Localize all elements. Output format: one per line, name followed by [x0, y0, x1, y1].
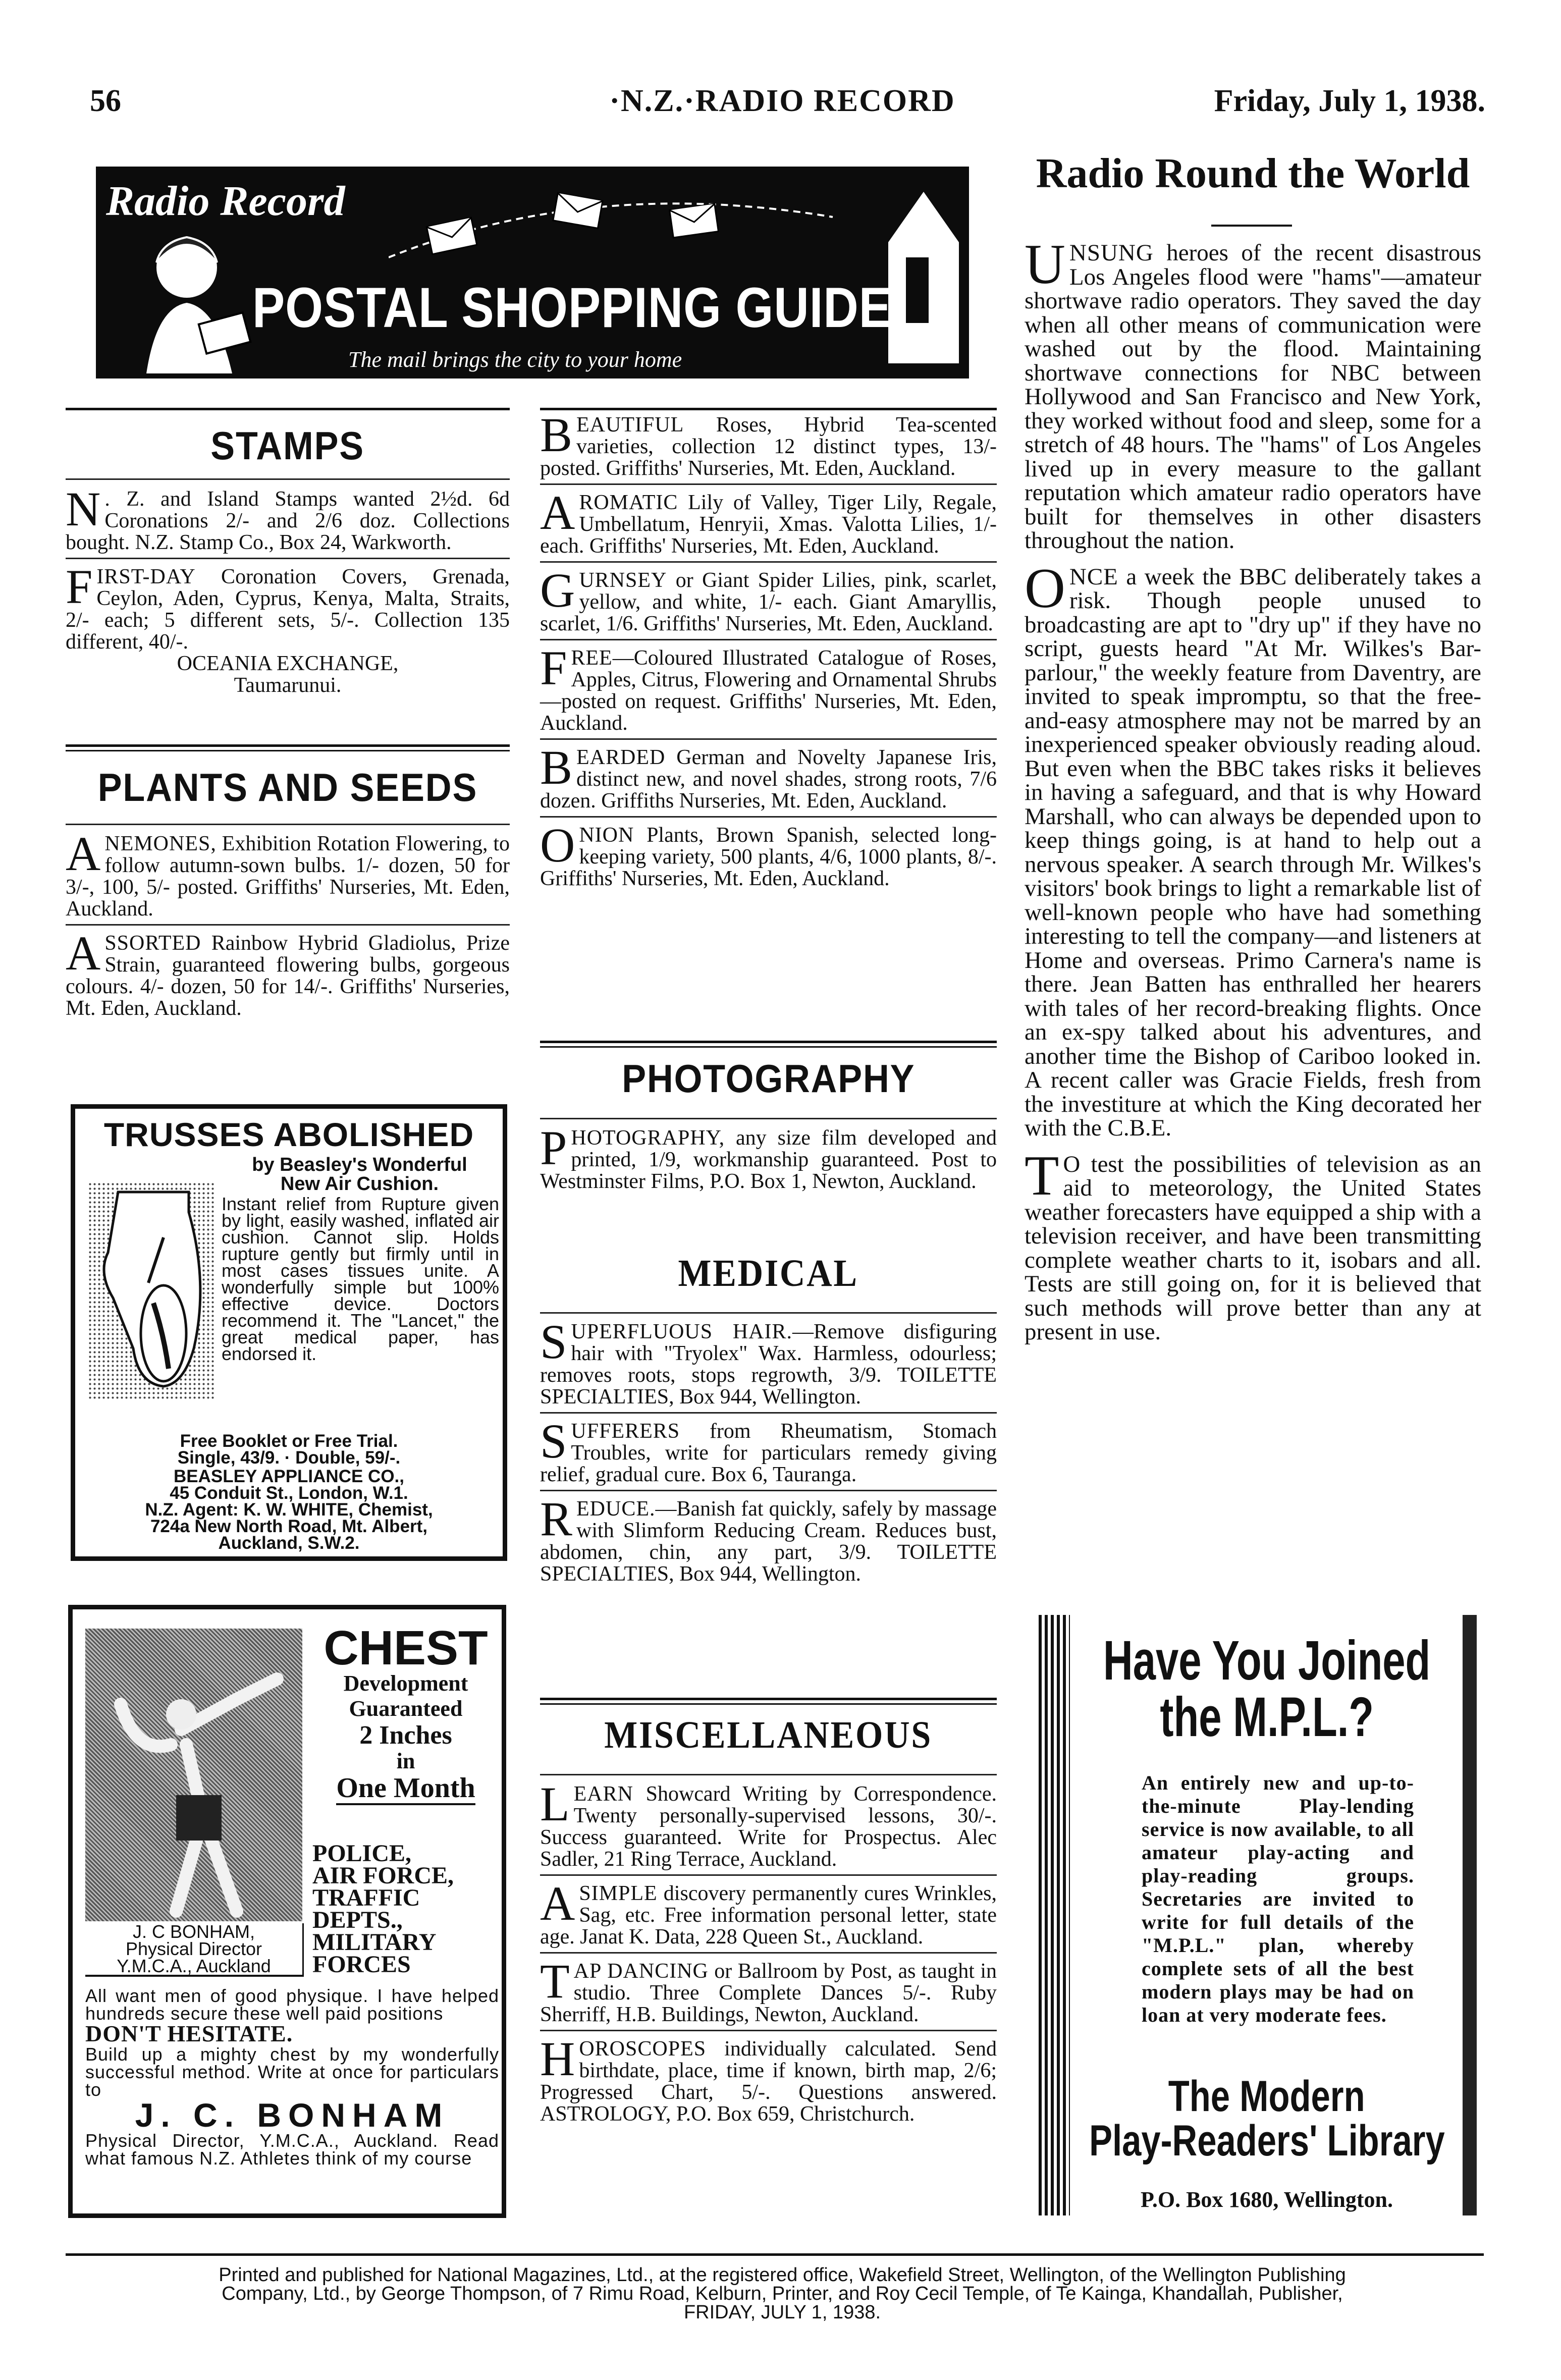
- drop-cap: T: [1025, 1144, 1059, 1207]
- drop-cap: U: [1025, 233, 1065, 296]
- medical-heading-text: MEDICAL: [678, 1252, 859, 1294]
- photography-heading-text: PHOTOGRAPHY: [621, 1056, 916, 1101]
- lead-word: NSUNG: [1069, 240, 1154, 266]
- classified-ad: [66, 926, 510, 1023]
- ad-text: Coronation Covers, Grenada, Ceylon, Aden, Cyprus, Kenya, Malta, Straits, 2/- each; 5 different sets, 5/-. Collection 135 different, 40/-.: [66, 565, 510, 654]
- photo-caption: Y.M.C.A., Auckland: [117, 1956, 271, 1976]
- service-item: POLICE,: [312, 1840, 412, 1867]
- classified-ad: [66, 827, 510, 926]
- classified-ad: [540, 563, 997, 640]
- ad-text: Showcard Writing by Correspondence. Twenty personally-supervised lessons, 30/-. Success guaranteed. Write for Prospectus. Alec Sadler, 21 Ring Terrace, Auckland.: [540, 1782, 997, 1871]
- trusses-subtitle: by Beasley's Wonderful: [252, 1154, 467, 1175]
- trusses-body: Instant relief from Rupture given by light, easily washed, inflated air cushion. Cannot slip. Holds rupture gently but firmly until in most cases tissues unite. A wonderfully simple but 100% effective device. Doctors recommend it. The "Lancet," the great medical paper, has endorsed it.: [222, 1194, 499, 1364]
- ad-lead-word: HOTOGRAPHY,: [571, 1126, 725, 1150]
- lead-word: NCE: [1069, 563, 1118, 590]
- chest-call-to-action: DON'T HESITATE.: [85, 2021, 293, 2046]
- ad-lead-word: NION: [579, 824, 634, 847]
- trusses-address: 724a New North Road, Mt. Albert,: [150, 1517, 428, 1536]
- chest-headline: in: [396, 1749, 415, 1773]
- ad-text: or Giant Spider Lilies, pink, scarlet, yellow, and white, 1/- each. Giant Amaryllis, scarlet, 1/6. Griffiths' Nurseries, Mt. Eden, Auckland.: [540, 569, 997, 635]
- ad-text: Roses, Hybrid Tea-scented varieties, collection 12 distinct types, 13/- posted. Griffiths' Nurseries, Mt. Eden, Auckland.: [540, 413, 997, 480]
- ad-lead-word: AP DANCING: [573, 1960, 709, 1983]
- trusses-advertisement: [71, 1104, 507, 1561]
- service-item: MILITARY: [312, 1929, 437, 1956]
- section-rule: [540, 1312, 997, 1314]
- banner-brand: Radio Record: [106, 178, 345, 225]
- banner-title: POSTAL SHOPPING GUIDE: [252, 276, 892, 339]
- ad-text: Plants, Brown Spanish, selected long-keeping variety, 500 plants, 4/6, 1000 plants, 8/-. Griffiths' Nurseries, Mt. Eden, Auckland.: [540, 824, 997, 890]
- ad-text: or Ballroom by Post, as taught in studio. Three Complete Dances 5/-. Ruby Sherriff, H.B. Buildings, Newton, Auckland.: [540, 1960, 997, 2026]
- mpl-body: An entirely new and up-to-the-minute Play-lending service is now available, to all amateur play-acting and play-reading groups. Secretaries are invited to write for full details of the "M.P.L." plan, whereby complete sets of all the best modern plays may be had on loan at very moderate fees.: [1142, 1771, 1414, 2026]
- ad-text: Z. and Island Stamps wanted 2½d. 6d Coronations 2/- and 2/6 doz. Collections bought. N.Z. Stamp Co., Box 24, Warkworth.: [66, 488, 510, 554]
- issue-date: Friday, July 1, 1938.: [1214, 84, 1485, 118]
- ad-text: —Remove disfiguring hair with "Tryolex" Wax. Harmless, odourless; removes roots, stops regrowth, 3/9. TOILETTE SPECIALTIES, Box 944, Wellington.: [540, 1320, 997, 1409]
- trusses-agent: N.Z. Agent: K. W. WHITE, Chemist,: [145, 1500, 433, 1520]
- drop-cap: A: [66, 926, 101, 980]
- classified-ad: [540, 641, 997, 740]
- mailbox-house-icon: [883, 182, 964, 363]
- article-paragraph: [1025, 1144, 1481, 1345]
- classified-ad: [540, 1315, 997, 1414]
- ad-lead-word: SSORTED: [104, 932, 201, 955]
- ad-lead-word: OROSCOPES: [579, 2037, 707, 2061]
- section-rule: [66, 744, 510, 751]
- decorative-bar: [1463, 1615, 1477, 2215]
- air-cushion-illustration: [88, 1182, 214, 1399]
- article-title: Radio Round the World: [1036, 150, 1470, 197]
- article-body: [1025, 233, 1481, 1357]
- ad-signature: OCEANIA EXCHANGE,: [177, 652, 399, 675]
- hand-with-cushion-icon: [88, 1182, 214, 1399]
- chest-body: Build up a mighty chest by my wonderfully successful method. Write at once for particulars to: [85, 2044, 499, 2100]
- athlete-figure-icon: [85, 1629, 302, 1921]
- trusses-title: TRUSSES ABOLISHED: [103, 1116, 474, 1153]
- miscellaneous-heading: [540, 1713, 997, 1757]
- section-rule: [66, 824, 510, 825]
- service-item: AIR FORCE,: [312, 1862, 454, 1889]
- trusses-address: Auckland, S.W.2.: [218, 1533, 360, 1553]
- classified-ad: [540, 1492, 997, 1589]
- imprint-line: FRIDAY, JULY 1, 1938.: [683, 2302, 881, 2323]
- mpl-address: P.O. Box 1680, Wellington.: [1141, 2187, 1393, 2212]
- service-item: TRAFFIC: [312, 1884, 420, 1911]
- miscellaneous-heading-text: MISCELLANEOUS: [604, 1714, 933, 1756]
- plants-and-seeds-heading-text: PLANTS AND SEEDS: [97, 765, 478, 809]
- classified-ad: [540, 1121, 997, 1197]
- ad-text: individually calculated. Send birthdate, place, time if known, birth map, 2/6; Progressed Chart, 5/-. Questions answered. ASTROLOGY, P.O. Box 659, Christchurch.: [540, 2037, 997, 2126]
- drop-cap: O: [540, 818, 575, 872]
- drop-cap: N: [66, 482, 101, 536]
- drop-cap: A: [540, 485, 575, 539]
- drop-cap: H: [540, 2032, 575, 2086]
- section-rule: [540, 1118, 997, 1119]
- classified-ad: [540, 1414, 997, 1491]
- ad-text: German and Novelty Japanese Iris, distinct new, and novel shades, strong roots, 7/6 dozen. Griffiths Nurseries, Mt. Eden, Auckland.: [540, 746, 997, 813]
- paragraph-text: test the possibilities of television as an aid to meteorology, the United States weather forecasters have equipped a ship with a television receiver, and have been transmitting complete weather charts to it, isobars and all. Tests are still going on, for it is believed that such methods will prove better than any at present in use.: [1025, 1151, 1481, 1345]
- classified-ad: [540, 2032, 997, 2129]
- classified-ad: [66, 482, 510, 559]
- classified-ad: [540, 485, 997, 563]
- stamps-heading: [66, 423, 510, 469]
- drop-cap: P: [540, 1121, 567, 1175]
- athlete-photo: [85, 1629, 302, 1921]
- ad-lead-word: UPERFLUOUS HAIR.: [571, 1320, 792, 1343]
- ad-lead-word: .: [104, 488, 111, 511]
- mpl-library-name: Play-Readers' Library: [1089, 2117, 1445, 2165]
- ad-lead-word: URNSEY: [579, 569, 667, 592]
- chest-headline: 2 Inches: [359, 1721, 452, 1750]
- lead-word: O: [1063, 1151, 1081, 1177]
- publication-name: ·N.Z.·RADIO RECORD: [609, 84, 955, 118]
- services-list: [312, 1840, 454, 1978]
- decorative-stripes: [1039, 1615, 1070, 2215]
- page-number: 56: [90, 84, 121, 118]
- mpl-title: Have You Joined: [1103, 1630, 1431, 1692]
- woman-illustration-icon: [126, 222, 257, 373]
- service-item: FORCES: [312, 1951, 411, 1978]
- trusses-offer: Free Booklet or Free Trial.: [180, 1431, 398, 1451]
- chest-title: CHEST: [324, 1621, 488, 1675]
- ad-lead-word: UFFERERS: [571, 1420, 680, 1443]
- drop-cap: S: [540, 1315, 567, 1369]
- imprint-line: Printed and published for National Magazines, Ltd., at the registered office, Wakefield Street, Wellington, of the Wellington Publishing: [219, 2264, 1346, 2286]
- drop-cap: A: [66, 827, 101, 881]
- chest-headline: Guaranteed: [349, 1696, 463, 1721]
- mpl-library-name: The Modern: [1168, 2072, 1365, 2121]
- ad-lead-word: EDUCE.: [576, 1497, 656, 1521]
- section-rule: [66, 478, 510, 480]
- classified-ad: [540, 818, 997, 894]
- plants-ads: [66, 827, 510, 1027]
- mpl-title: the M.P.L.?: [1160, 1686, 1374, 1748]
- article-paragraph: [1025, 233, 1481, 554]
- classified-ad: [540, 408, 997, 485]
- stamps-heading-text: STAMPS: [210, 423, 365, 468]
- chest-body: Physical Director, Y.M.C.A., Auckland. Read what famous N.Z. Athletes think of my course: [85, 2130, 499, 2169]
- classified-ad: [540, 1954, 997, 2031]
- ad-lead-word: ROMATIC: [579, 491, 678, 514]
- ad-lead-word: EARN: [573, 1782, 633, 1806]
- ad-lead-word: REE: [571, 646, 613, 670]
- chest-development-advertisement: [68, 1605, 506, 2218]
- ad-text: —Coloured Illustrated Catalogue of Roses, Apples, Citrus, Flowering and Ornamental Shrubs—posted on request. Griffiths' Nurseries, Mt. Eden, Auckland.: [540, 646, 997, 735]
- photography-ads: [540, 1121, 997, 1201]
- advertiser-name: J. C. BONHAM: [135, 2096, 450, 2134]
- plants-and-seeds-heading: [66, 765, 510, 810]
- ad-lead-word: EARDED: [576, 746, 666, 769]
- ad-text: Rainbow Hybrid Gladiolus, Prize Strain, guaranteed flowering bulbs, gorgeous colours. 4/- dozen, 50 for 14/-. Griffiths' Nurseries, Mt. Eden, Auckland.: [66, 932, 510, 1020]
- chest-body: All want men of good physique. I have helped hundreds secure these well paid positions: [85, 1985, 499, 2024]
- photography-heading: [540, 1056, 997, 1102]
- section-rule: [540, 1698, 997, 1705]
- classified-ad: [540, 740, 997, 818]
- photo-caption: J. C BONHAM,: [132, 1921, 255, 1942]
- drop-cap: R: [540, 1492, 573, 1546]
- article-paragraph: [1025, 557, 1481, 1141]
- title-rule: [1211, 225, 1292, 227]
- classified-ad: [540, 1876, 997, 1954]
- trusses-subtitle: New Air Cushion.: [280, 1173, 439, 1195]
- ad-text: Exhibition Rotation Flowering, to follow autumn-sown bulbs. 1/- dozen, 50 for 3/-, 100, 5/- posted. Griffiths' Nurseries, Mt. Eden, Auckland.: [66, 832, 510, 921]
- ad-signature: Taumarunui.: [234, 674, 342, 697]
- section-rule: [66, 408, 510, 410]
- flying-envelopes-icon: [389, 187, 843, 267]
- drop-cap: B: [540, 740, 573, 794]
- imprint-line: Company, Ltd., by George Thompson, of 7 Rimu Road, Kelburn, Printer, and Roy Cecil Temple, of Te Kainga, Khandallah, Publisher,: [222, 2283, 1343, 2304]
- stamps-ads: [66, 482, 510, 705]
- drop-cap: F: [66, 560, 93, 614]
- drop-cap: O: [1025, 557, 1065, 620]
- ad-text: —Banish fat quickly, safely by massage with Slimform Reducing Cream. Reduces bust, abdomen, chin, any part, 3/9. TOILETTE SPECIALTIES, Box 944, Wellington.: [540, 1497, 997, 1586]
- ad-lead-word: EAUTIFUL: [576, 413, 684, 437]
- service-item: DEPTS.,: [312, 1907, 403, 1933]
- ad-text: from Rheumatism, Stomach Troubles, write for particulars remedy giving relief, gradual cure. Box 6, Tauranga.: [540, 1420, 997, 1486]
- chest-headline: Development: [343, 1671, 468, 1696]
- drop-cap: A: [540, 1876, 575, 1930]
- postal-shopping-guide-banner: [96, 167, 969, 378]
- drop-cap: F: [540, 641, 567, 695]
- ad-lead-word: IRST-DAY: [96, 565, 196, 588]
- drop-cap: L: [540, 1777, 570, 1831]
- paragraph-text: heroes of the recent disastrous Los Angeles flood were "hams"—amateur shortwave radio operators. They saved the day when all other means of communication were washed out by the flood. Maintaining shortwave connections for NBC between Hollywood and San Francisco and New York, they worked without food and sleep, some for a stretch of 48 hours. The "hams" of Los Angeles lived up in every measure to the gallant reputation which amateur radio operators have built for themselves in other disasters throughout the nation.: [1025, 240, 1481, 554]
- medical-heading: [540, 1252, 997, 1295]
- ad-text: any size film developed and printed, 1/9, workmanship guaranteed. Post to Westminster Films, P.O. Box 1, Newton, Auckland.: [540, 1126, 997, 1193]
- garden-ads: [540, 408, 997, 898]
- drop-cap: B: [540, 408, 573, 462]
- medical-ads: [540, 1315, 997, 1593]
- drop-cap: G: [540, 563, 575, 617]
- ad-lead-word: NEMONES,: [104, 832, 217, 855]
- mpl-advertisement: [1030, 1607, 1489, 2221]
- ad-text: discovery permanently cures Wrinkles, Sag, etc. Free information personal letter, state age. Janat K. Data, 228 Queen St., Auckland.: [540, 1882, 997, 1949]
- miscellaneous-ads: [540, 1777, 997, 2133]
- banner-tagline: The mail brings the city to your home: [348, 347, 682, 372]
- ad-text: Lily of Valley, Tiger Lily, Regale, Umbellatum, Henryii, Xmas. Valotta Lilies, 1/- each. Griffiths' Nurseries, Mt. Eden, Auckland.: [540, 491, 997, 558]
- trusses-prices: Single, 43/9. · Double, 59/-.: [177, 1448, 401, 1468]
- section-rule: [540, 408, 997, 410]
- photo-caption: Physical Director: [125, 1938, 262, 1959]
- trusses-address: 45 Conduit St., London, W.1.: [170, 1483, 408, 1503]
- imprint: [101, 2266, 1464, 2322]
- drop-cap: S: [540, 1414, 567, 1468]
- chest-headline: One Month: [336, 1773, 475, 1805]
- paragraph-text: a week the BBC deliberately takes a risk. Though people unused to broadcasting are apt to "dry up" if they have no script, guests heard "At Mr. Wilkes's Bar-parlour," the weekly feature from Daventry, are invited to speak impromptu, so that the free-and-easy atmosphere may not be marred by an inexperienced speaker obviously reading aloud. But even when the BBC takes risks it believes in having a safeguard, and that is why Howard Marshall, who can always be depended upon to keep things going, is at hand to help out a nervous speaker. A search through Mr. Wilkes's visitors' book brings to light a remarkable list of well-known people who have had something interesting to tell the company—and listeners at Home and overseas. Primo Carnera's name is there. Jean Batten has enthralled her hearers with tales of her record-breaking flights. Once an ex-spy talked about his adventures, and another time the Bishop of Cariboo looked in. A recent caller was Gracie Fields, fresh from the investiture at which the King decorated her with the C.B.E.: [1025, 563, 1481, 1141]
- classified-ad: [66, 560, 510, 700]
- section-rule: [540, 1774, 997, 1775]
- ad-lead-word: SIMPLE: [579, 1882, 658, 1905]
- section-rule: [540, 1041, 997, 1048]
- drop-cap: T: [540, 1954, 570, 2008]
- footer-rule: [66, 2253, 1484, 2256]
- classified-ad: [540, 1777, 997, 1876]
- trusses-company: BEASLEY APPLIANCE CO.,: [173, 1467, 405, 1486]
